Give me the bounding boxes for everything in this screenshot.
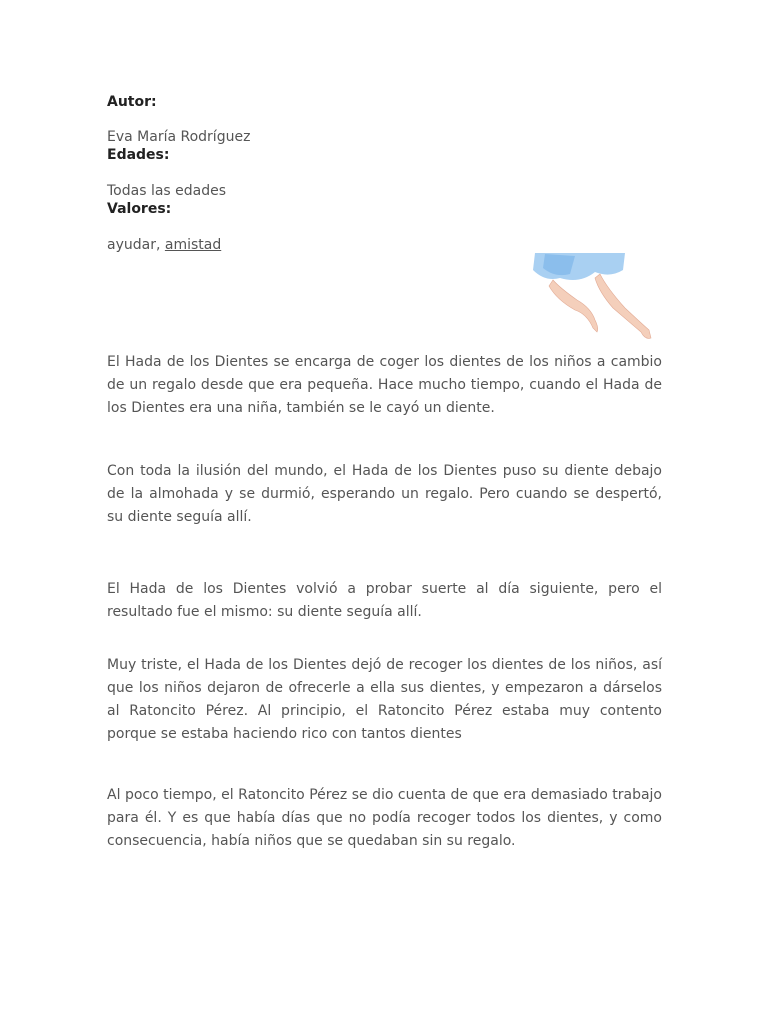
story-paragraph-2: Con toda la ilusión del mundo, el Hada de los Dientes puso su diente debajo de la almohada y se durmió, esperando un regalo. Pero cuando se despertó, su diente seguía allí.: [107, 463, 662, 525]
value-amistad-link[interactable]: amistad: [164, 237, 222, 253]
story-paragraph-4: Muy triste, el Hada de los Dientes dejó de recoger los dientes de los niños, así que los niños dejaron de ofrecerle a ella sus dientes, y empezaron a dárselos al Ratoncito Pérez. Al principio, el Ratoncito Pérez estaba muy contento porque se estaba haciendo rico con tantos dientes: [107, 657, 662, 742]
fairy-legs-illustration: [515, 248, 665, 343]
ages-label: Edades:: [107, 147, 170, 163]
story-paragraph-5: Al poco tiempo, el Ratoncito Pérez se dio cuenta de que era demasiado trabajo para él. Y es que había días que no podía recoger todos los dientes, y como consecuencia, había niños que se quedaban sin su regalo.: [107, 787, 662, 849]
value-ayudar: ayudar,: [107, 237, 161, 253]
story-paragraph-1: El Hada de los Dientes se encarga de coger los dientes de los niños a cambio de un regalo desde que era pequeña. Hace mucho tiempo, cuando el Hada de los Dientes era una niña, también se le cayó un diente.: [107, 354, 662, 416]
story-paragraph-3: El Hada de los Dientes volvió a probar suerte al día siguiente, pero el resultado fue el mismo: su diente seguía allí.: [107, 581, 662, 620]
values-label: Valores:: [107, 201, 172, 217]
ages-value: Todas las edades: [107, 183, 227, 199]
author-name: Eva María Rodríguez: [107, 129, 251, 145]
values-list: [107, 236, 221, 254]
author-label: Autor:: [107, 94, 157, 110]
